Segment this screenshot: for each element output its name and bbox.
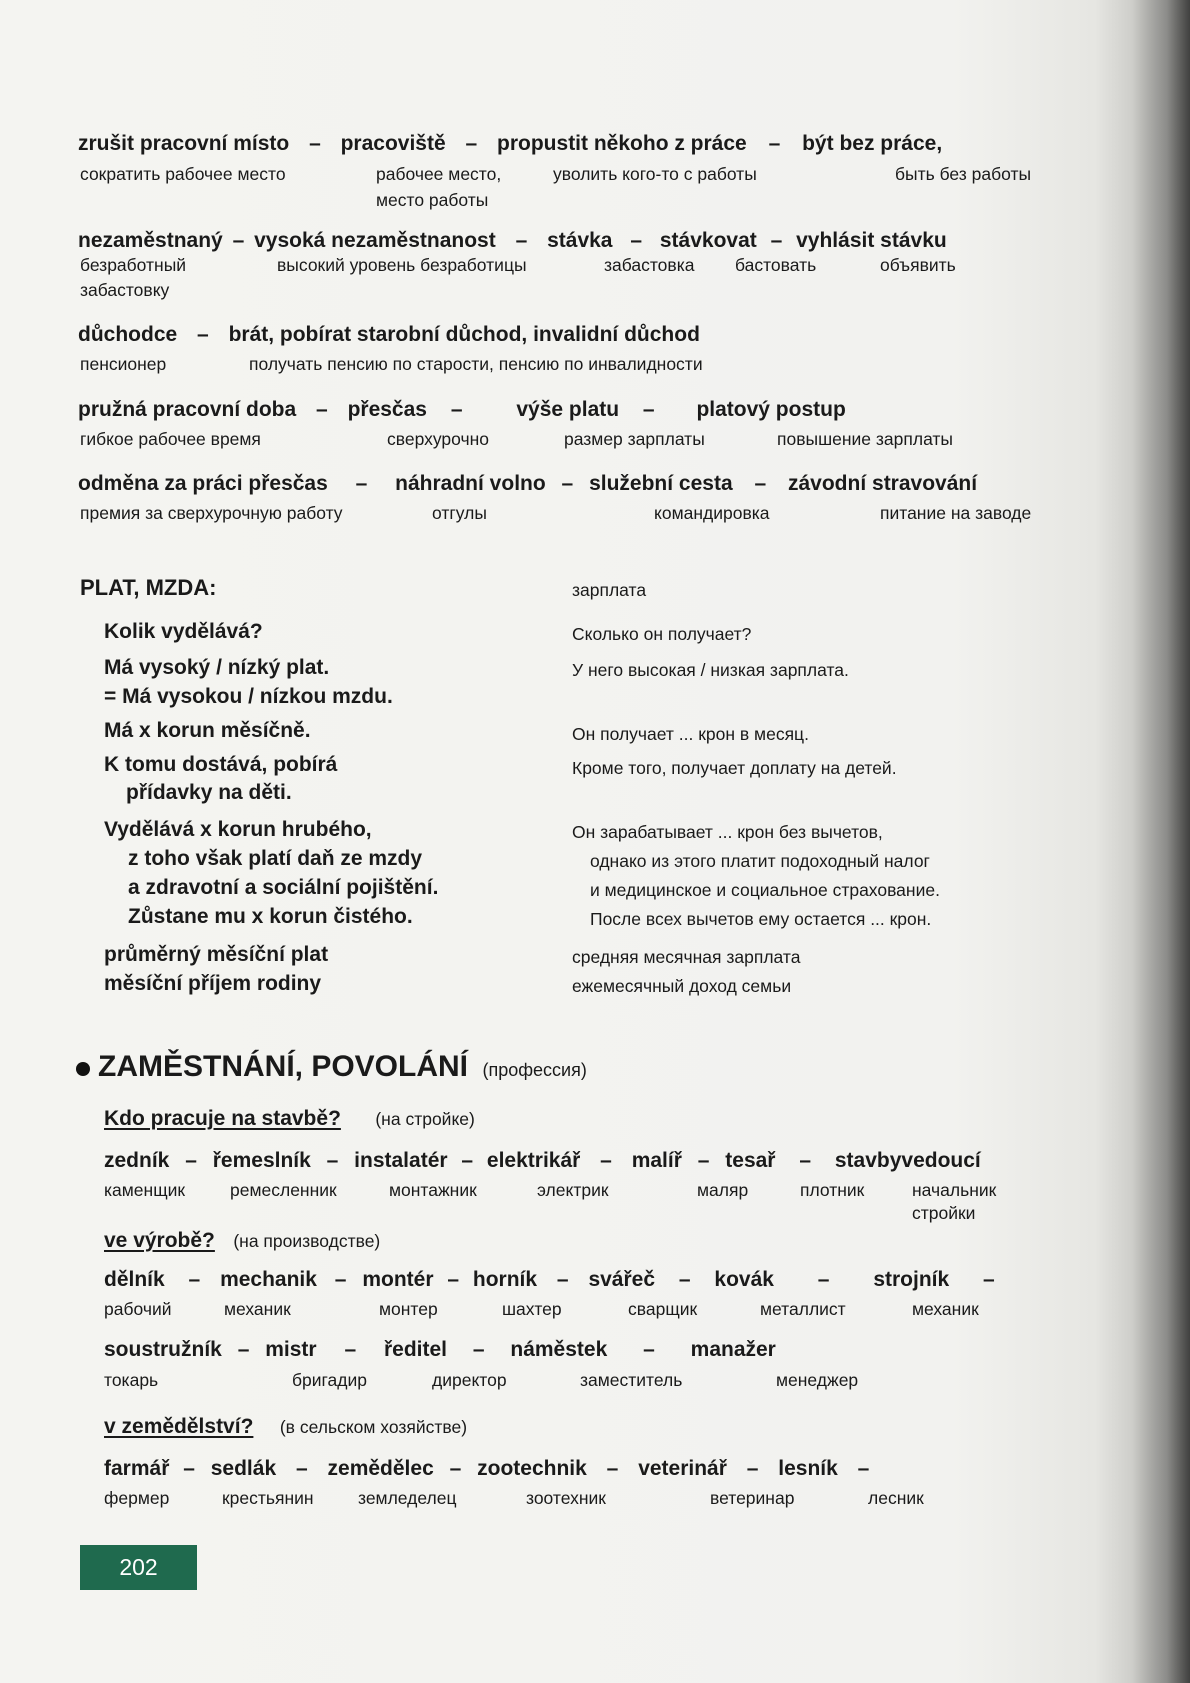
- translation: токарь: [104, 1370, 159, 1390]
- term: mistr: [265, 1338, 317, 1361]
- term: dělník: [104, 1268, 165, 1291]
- term: odměna za práci přesčas: [78, 472, 328, 495]
- translation: бригадир: [292, 1370, 367, 1390]
- question-stavba: [104, 1107, 475, 1131]
- term: zemědělec: [327, 1457, 434, 1480]
- translation: сварщик: [628, 1299, 698, 1319]
- term: sedlák: [210, 1457, 277, 1480]
- phrase-cz: Kolik vydělává?: [104, 620, 263, 643]
- section-title: ZAMĚSTNÁNÍ, POVOLÁNÍ: [98, 1050, 469, 1083]
- phrase-cz: Zůstane mu x korun čistého.: [128, 905, 413, 928]
- translation: командировка: [654, 503, 770, 523]
- translation: забастовку: [80, 280, 170, 300]
- question-ru: (на стройке): [375, 1109, 475, 1129]
- term: zedník: [104, 1149, 170, 1172]
- translation: забастовка: [604, 255, 695, 275]
- dash: –: [515, 229, 528, 252]
- translation: лесник: [868, 1488, 924, 1508]
- dash: –: [183, 1457, 195, 1480]
- dash: –: [561, 472, 574, 495]
- term: horník: [472, 1268, 538, 1291]
- term: soustružník: [104, 1338, 222, 1361]
- term: být bez práce,: [802, 132, 943, 155]
- translation: ремесленник: [230, 1180, 337, 1200]
- block2-cz-row: [78, 229, 947, 253]
- translation: электрик: [537, 1180, 609, 1200]
- block1-cz-row: [78, 132, 942, 156]
- translation: питание на заводе: [880, 503, 1032, 523]
- term: propustit někoho z práce: [497, 132, 747, 155]
- translation: менеджер: [776, 1370, 859, 1390]
- dash: –: [770, 229, 783, 252]
- dash: –: [768, 132, 781, 155]
- zemedelstvi-cz-row: [104, 1457, 869, 1481]
- dash: –: [600, 1149, 612, 1172]
- dash: –: [461, 1149, 474, 1172]
- page-number: 202: [80, 1545, 197, 1590]
- translation: монтер: [379, 1299, 438, 1319]
- term: vyhlásit stávku: [796, 229, 947, 252]
- phrase-ru: Кроме того, получает доплату на детей.: [572, 758, 897, 778]
- translation: быть без работы: [895, 164, 1032, 184]
- question: v zemědělství?: [104, 1415, 254, 1438]
- translation: маляр: [697, 1180, 749, 1200]
- phrase-cz: a zdravotní a sociální pojištění.: [128, 876, 439, 899]
- dash: –: [344, 1338, 357, 1361]
- dash: –: [642, 398, 655, 421]
- dash: –: [983, 1268, 995, 1291]
- translation: повышение зарплаты: [777, 429, 954, 449]
- term: instalatér: [354, 1149, 448, 1172]
- translation: рабочее место,: [376, 164, 502, 184]
- translation: плотник: [800, 1180, 865, 1200]
- term: vysoká nezaměstnanost: [254, 229, 496, 252]
- dash: –: [799, 1149, 812, 1172]
- translation: земледелец: [358, 1488, 457, 1508]
- translation: механик: [912, 1299, 979, 1319]
- phrase-cz: K tomu dostává, pobírá: [104, 753, 338, 776]
- translation: отгулы: [432, 503, 487, 523]
- phrase-cz: Má x korun měsíčně.: [104, 719, 311, 742]
- phrase-ru: Сколько он получает?: [572, 624, 752, 644]
- term: kovák: [714, 1268, 774, 1291]
- question-vyroba: [104, 1229, 380, 1253]
- dash: –: [188, 1268, 201, 1291]
- dash: –: [472, 1338, 485, 1361]
- phrase-ru: После всех вычетов ему остается ... крон.: [590, 909, 932, 929]
- phrase-cz: měsíční příjem rodiny: [104, 972, 322, 995]
- translation: директор: [432, 1370, 507, 1390]
- translation: стройки: [912, 1203, 976, 1223]
- translation: монтажник: [389, 1180, 477, 1200]
- dash: –: [643, 1338, 655, 1361]
- translation: начальник: [912, 1180, 997, 1200]
- translation: крестьянин: [222, 1488, 314, 1508]
- translation: заместитель: [580, 1370, 683, 1390]
- dash: –: [754, 472, 767, 495]
- book-spine-shadow: [1132, 0, 1190, 1683]
- question-zemedelstvi: [104, 1415, 467, 1439]
- dash: –: [309, 132, 321, 155]
- dash: –: [447, 1268, 460, 1291]
- term: svářeč: [588, 1268, 656, 1291]
- phrase-cz: průměrný měsíční plat: [104, 943, 329, 966]
- term: náměstek: [510, 1338, 608, 1361]
- translation: размер зарплаты: [564, 429, 705, 449]
- translation: премия за сверхурочную работу: [80, 503, 343, 523]
- translation: получать пенсию по старости, пенсию по инвалидности: [249, 354, 703, 374]
- phrase-ru: Он получает ... крон в месяц.: [572, 724, 809, 744]
- term: stavbyvedoucí: [834, 1149, 981, 1172]
- phrase-ru: однако из этого платит подоходный налог: [590, 851, 930, 871]
- phrase-cz: Vydělává x korun hrubého,: [104, 818, 372, 841]
- dash: –: [185, 1149, 197, 1172]
- term: mechanik: [220, 1268, 317, 1291]
- translation: зоотехник: [526, 1488, 606, 1508]
- plat-heading-ru: зарплата: [572, 580, 647, 600]
- phrase-ru: и медицинское и социальное страхование.: [590, 880, 940, 900]
- dash: –: [334, 1268, 347, 1291]
- dash: –: [697, 1149, 710, 1172]
- vyroba-cz-row: [104, 1268, 995, 1292]
- block5-cz-row: [78, 472, 977, 496]
- translation: гибкое рабочее время: [80, 429, 261, 449]
- translation: объявить: [880, 255, 956, 275]
- phrase-ru: ежемесячный доход семьи: [572, 976, 792, 996]
- term: zootechnik: [477, 1457, 587, 1480]
- translation: уволить кого-то с работы: [553, 164, 757, 184]
- term: zrušit pracovní místo: [78, 132, 290, 155]
- translation: место работы: [376, 190, 489, 210]
- term: služební cesta: [589, 472, 733, 495]
- term: stávkovat: [659, 229, 757, 252]
- phrase-ru: Он зарабатывает ... крон без вычетов,: [572, 822, 883, 842]
- block4-cz-row: [78, 398, 846, 422]
- term: nezaměstnaný: [78, 229, 223, 252]
- term: elektrikář: [486, 1149, 581, 1172]
- term: náhradní volno: [395, 472, 546, 495]
- term: manažer: [690, 1338, 776, 1361]
- translation: пенсионер: [80, 354, 167, 374]
- dash: –: [295, 1457, 308, 1480]
- block3-cz-row: [78, 323, 700, 347]
- vyroba2-cz-row: [104, 1338, 776, 1362]
- dash: –: [746, 1457, 759, 1480]
- term: pružná pracovní doba: [78, 398, 297, 421]
- question-ru: (в сельском хозяйстве): [279, 1417, 468, 1437]
- term: platový postup: [696, 398, 846, 421]
- dash: –: [237, 1338, 250, 1361]
- term: tesař: [725, 1149, 776, 1172]
- phrase-cz: Má vysoký / nízký plat.: [104, 656, 330, 679]
- translation: рабочий: [104, 1299, 172, 1319]
- term: strojník: [873, 1268, 950, 1291]
- translation: шахтер: [502, 1299, 562, 1319]
- translation: высокий уровень безработицы: [277, 255, 527, 275]
- dash: –: [817, 1268, 830, 1291]
- bullet-icon: [76, 1062, 90, 1076]
- dash: –: [326, 1149, 339, 1172]
- phrase-cz: = Má vysokou / nízkou mzdu.: [104, 685, 393, 708]
- plat-heading: PLAT, MZDA:: [80, 575, 217, 600]
- term: výše platu: [516, 398, 620, 421]
- translation: безработный: [80, 255, 187, 275]
- translation: сократить рабочее место: [80, 164, 286, 184]
- term: stávka: [547, 229, 613, 252]
- dash: –: [465, 132, 478, 155]
- term: lesník: [778, 1457, 838, 1480]
- dash: –: [606, 1457, 619, 1480]
- term: malíř: [631, 1149, 682, 1172]
- term: veterinář: [638, 1457, 727, 1480]
- term: přesčas: [347, 398, 427, 421]
- term: montér: [362, 1268, 434, 1291]
- term: důchodce: [78, 323, 178, 346]
- phrase-ru: средняя месячная зарплата: [572, 947, 801, 967]
- section-title-ru: (профессия): [482, 1060, 587, 1080]
- dash: –: [630, 229, 643, 252]
- term: řemeslník: [212, 1149, 311, 1172]
- question: Kdo pracuje na stavbě?: [104, 1107, 341, 1130]
- section-heading: [76, 1050, 587, 1084]
- dash: –: [232, 229, 245, 252]
- dash: –: [316, 398, 328, 421]
- translation: механик: [224, 1299, 291, 1319]
- translation: металлист: [760, 1299, 846, 1319]
- term: brát, pobírat starobní důchod, invalidní důchod: [228, 323, 700, 346]
- term: farmář: [104, 1457, 170, 1480]
- question: ve výrobě?: [104, 1229, 215, 1252]
- term: ředitel: [383, 1338, 447, 1361]
- translation: ветеринар: [710, 1488, 795, 1508]
- dash: –: [678, 1268, 691, 1291]
- phrase-cz: přídavky na děti.: [126, 781, 292, 804]
- translation: бастовать: [735, 255, 817, 275]
- phrase-ru: У него высокая / низкая зарплата.: [572, 660, 849, 680]
- translation: сверхурочно: [387, 429, 490, 449]
- dash: –: [450, 398, 463, 421]
- translation: каменщик: [104, 1180, 186, 1200]
- dash: –: [197, 323, 209, 346]
- phrase-cz: z toho však platí daň ze mzdy: [128, 847, 423, 870]
- dash: –: [449, 1457, 462, 1480]
- term: pracoviště: [340, 132, 446, 155]
- dash: –: [857, 1457, 870, 1480]
- question-ru: (на производстве): [233, 1231, 381, 1251]
- term: závodní stravování: [788, 472, 978, 495]
- stavba-cz-row: [104, 1149, 981, 1173]
- translation: фермер: [104, 1488, 170, 1508]
- dash: –: [556, 1268, 569, 1291]
- dash: –: [355, 472, 368, 495]
